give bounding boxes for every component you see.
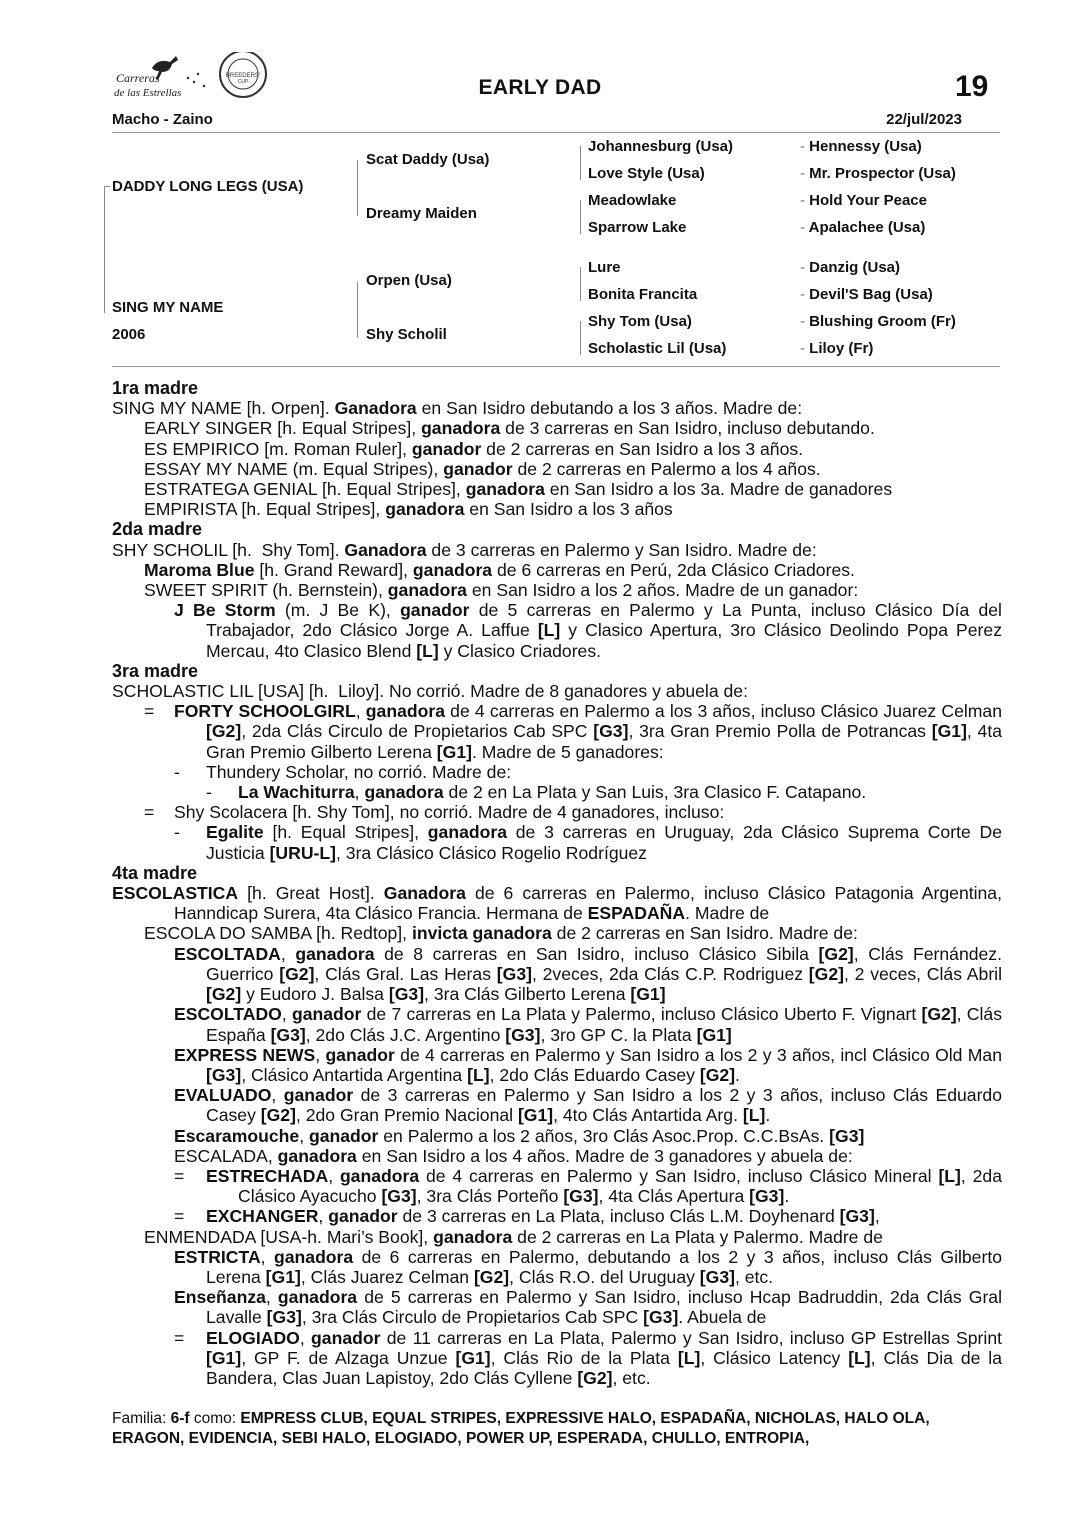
- family-como: como:: [193, 1410, 237, 1427]
- produce-entry: ESTRICTA, ganadora de 6 carreras en Palermo, debutando a los 2 y 3 años, incluso Clás Gilberto Lerena [G1], Clás Juarez Celman [G2], Clás R.O. del Uruguay [G3], etc.: [174, 1246, 1002, 1287]
- pedigree-g3-name: Sparrow Lake: [588, 219, 687, 236]
- svg-text:BREEDERS': BREEDERS': [225, 73, 261, 79]
- section-heading: 3ra madre: [112, 660, 199, 681]
- equal-marker: =: [144, 802, 155, 823]
- sale-date: 22/jul/2023: [886, 111, 962, 128]
- dash-marker: -: [174, 822, 180, 843]
- section-heading: 4ta madre: [112, 862, 198, 883]
- lot-number: 19: [955, 70, 989, 103]
- pedigree-g3-name: Johannesburg (Usa): [588, 138, 734, 155]
- dam-name: SING MY NAME: [112, 299, 224, 316]
- pedigree-bracket: [580, 321, 581, 355]
- pedigree-g4-name: Apalachee (Usa): [808, 219, 926, 236]
- pedigree-g4-name: Devil'S Bag (Usa): [809, 286, 933, 303]
- produce-record: [112, 378, 1002, 1388]
- pedigree-g3-name: Love Style (Usa): [588, 165, 705, 182]
- pedigree-g4-name: Hold Your Peace: [809, 192, 927, 209]
- sex-color: Macho - Zaino: [112, 111, 213, 128]
- pedigree-dash: -: [800, 165, 805, 182]
- svg-text:Carreras: Carreras: [116, 71, 160, 85]
- pedigree-dash: -: [800, 340, 805, 357]
- pedigree-g3-name: Lure: [588, 259, 621, 276]
- produce-entry: Thundery Scholar, no corrió. Madre de:: [206, 761, 512, 782]
- section-heading: 1ra madre: [112, 378, 199, 398]
- produce-entry: EXPRESS NEWS, ganador de 4 carreras en Palermo y San Isidro a los 2 y 3 años, incl Clásico Old Man [G3], Clásico Antartida Argentina [L], 2do Clás Eduardo Casey [G2].: [174, 1044, 1002, 1085]
- horse-name-title: EARLY DAD: [478, 76, 602, 99]
- pedigree-dash: -: [800, 259, 805, 276]
- family-label: Familia:: [112, 1410, 167, 1427]
- pedigree-g2-name: Scat Daddy (Usa): [366, 151, 490, 168]
- family-names: EMPRESS CLUB, EQUAL STRIPES, EXPRESSIVE HALO, ESPADAÑA, NICHOLAS, HALO OLA, ERAGON, EVIDENCIA, SEBI HALO, ELOGIADO, POWER UP, ESPERADA, CHULLO, ENTROPIA,: [112, 1410, 930, 1447]
- produce-entry: ESTRATEGA GENIAL [h. Equal Stripes], ganadora en San Isidro a los 3a. Madre de ganadores: [144, 479, 893, 500]
- dam-line: SING MY NAME [h. Orpen]. Ganadora en San Isidro debutando a los 3 años. Madre de:: [112, 398, 803, 419]
- family-code: 6-f: [170, 1410, 190, 1427]
- pedigree-g4-name: Danzig (Usa): [809, 259, 901, 276]
- top-divider: [112, 132, 1000, 133]
- pedigree-dash: -: [800, 313, 805, 330]
- dash-marker: -: [174, 761, 180, 782]
- produce-entry: EARLY SINGER [h. Equal Stripes], ganadora de 3 carreras en San Isidro, incluso debutando.: [144, 418, 875, 439]
- produce-entry: EMPIRISTA [h. Equal Stripes], ganadora en San Isidro a los 3 años: [144, 499, 673, 520]
- equal-marker: =: [174, 1327, 185, 1348]
- equal-marker: =: [174, 1165, 185, 1186]
- produce-entry: ENMENDADA [USA-h. Mari’s Book], ganadora de 2 carreras en La Plata y Palermo. Madre de: [144, 1226, 883, 1247]
- produce-entry: Shy Scolacera [h. Shy Tom], no corrió. Madre de 4 ganadores, incluso:: [174, 802, 725, 823]
- pedigree-divider: [112, 366, 1000, 367]
- dam-year: 2006: [112, 326, 146, 343]
- dam-line: SHY SCHOLIL [h. Shy Tom]. Ganadora de 3 carreras en Palermo y San Isidro. Madre de:: [112, 539, 817, 560]
- produce-entry: EVALUADO, ganador de 3 carreras en Palermo y San Isidro a los 2 y 3 años, incluso Clás Eduardo Casey [G2], 2do Gran Premio Nacional [G1], 4to Clás Antartida Arg. [L].: [174, 1085, 1003, 1126]
- pedigree-g2-name: Orpen (Usa): [366, 272, 452, 289]
- family-line: [112, 1409, 1002, 1449]
- pedigree-g3-name: Scholastic Lil (Usa): [588, 340, 727, 357]
- dam-line: ESCOLASTICA [h. Great Host]. Ganadora de 6 carreras en Palermo, incluso Clásico Patagonia Argentina, Hanndicap Surera, 4ta Clásico Francia. Hermana de ESPADAÑA. Madre de: [112, 883, 1002, 924]
- pedigree-g2-name: Dreamy Maiden: [366, 205, 477, 222]
- produce-entry: Maroma Blue [h. Grand Reward], ganadora de 6 carreras en Perú, 2da Clásico Criadores.: [144, 559, 855, 580]
- pedigree-dash: -: [800, 192, 805, 209]
- pedigree-g4-name: Hennessy (Usa): [809, 138, 922, 155]
- pedigree-bracket: [357, 282, 358, 338]
- produce-entry: ESSAY MY NAME (m. Equal Stripes), ganador de 2 carreras en Palermo a los 4 años.: [144, 458, 821, 479]
- pedigree-bracket: [357, 160, 358, 216]
- pedigree-bracket: [580, 146, 581, 180]
- produce-entry: ESCOLTADA, ganadora de 8 carreras en San Isidro, incluso Clásico Sibila [G2], Clás Fernández. Guerrico [G2], Clás Gral. Las Heras [G3], 2veces, 2da Clás C.P. Rodriguez [G2], 2 veces, Clás Abril [G2] y Eudoro J. Balsa [G3], 3ra Clás Gilberto Lerena [G1]: [174, 943, 1002, 1005]
- produce-entry: J Be Storm (m. J Be K), ganador de 5 carreras en Palermo y La Punta, incluso Clásico Día del Trabajador, 2do Clásico Jorge A. Laffue [L] y Clasico Apertura, 3ro Clásico Deolindo Popa Perez Mercau, 4to Clasico Blend [L] y Clasico Criadores.: [174, 600, 1002, 661]
- pedigree-dash: -: [800, 219, 805, 236]
- dam-line: SCHOLASTIC LIL [USA] [h. Liloy]. No corrió. Madre de 8 ganadores y abuela de:: [112, 681, 748, 702]
- pedigree-dash: -: [800, 138, 805, 155]
- section-heading: 2da madre: [112, 519, 203, 540]
- pedigree-g4-name: Mr. Prospector (Usa): [809, 165, 956, 182]
- pedigree-bracket: [104, 186, 105, 313]
- pedigree-bracket: [104, 186, 110, 187]
- produce-entry: La Wachiturra, ganadora de 2 en La Plata y San Luis, 3ra Clasico F. Catapano.: [238, 782, 867, 803]
- pedigree-bracket: [580, 267, 581, 301]
- pedigree-g3-name: Meadowlake: [588, 192, 677, 209]
- pedigree-g4-name: Blushing Groom (Fr): [809, 313, 956, 330]
- pedigree-g3-name: Shy Tom (Usa): [588, 313, 692, 330]
- produce-entry: ESCOLA DO SAMBA [h. Redtop], invicta ganadora de 2 carreras en San Isidro. Madre de:: [144, 923, 858, 944]
- pedigree-dash: -: [800, 286, 805, 303]
- dash-marker: -: [206, 782, 212, 803]
- produce-entry: Escaramouche, ganador en Palermo a los 2 años, 3ro Clás Asoc.Prop. C.C.BsAs. [G3]: [174, 1125, 865, 1146]
- sire-name: DADDY LONG LEGS (USA): [112, 178, 304, 195]
- produce-entry: Egalite [h. Equal Stripes], ganadora de 3 carreras en Uruguay, 2da Clásico Suprema Corte De Justicia [URU-L], 3ra Clásico Clásico Rogelio Rodríguez: [206, 822, 1002, 863]
- svg-text:de las Estrellas: de las Estrellas: [114, 87, 182, 99]
- produce-entry: FORTY SCHOOLGIRL, ganadora de 4 carreras en Palermo a los 3 años, incluso Clásico Juarez Celman [G2], 2da Clás Circulo de Propietarios Cab SPC [G3], 3ra Gran Premio Polla de Potrancas [G1], 4ta Gran Premio Gilberto Lerena [G1]. Madre de 5 ganadores:: [174, 701, 1003, 762]
- produce-entry: SWEET SPIRIT (h. Bernstein), ganadora en San Isidro a los 2 años. Madre de un ganador:: [144, 580, 859, 601]
- pedigree-g4-name: Liloy (Fr): [809, 340, 874, 357]
- produce-entry: Enseñanza, ganadora de 5 carreras en Palermo y San Isidro, incluso Hcap Badruddin, 2da Clás Gral Lavalle [G3], 3ra Clás Circulo de Propietarios Cab SPC [G3]. Abuela de: [174, 1287, 1002, 1328]
- produce-entry: ESCALADA, ganadora en San Isidro a los 4 años. Madre de 3 ganadores y abuela de:: [174, 1145, 853, 1166]
- produce-entry: ES EMPIRICO [m. Roman Ruler], ganador de 2 carreras en San Isidro a los 3 años.: [144, 438, 804, 459]
- equal-marker: =: [174, 1206, 185, 1227]
- produce-entry: ESTRECHADA, ganadora de 4 carreras en Palermo y San Isidro, incluso Clásico Mineral [L], 2da Clásico Ayacucho [G3], 3ra Clás Porteño [G3], 4ta Clás Apertura [G3].: [206, 1165, 1002, 1207]
- produce-entry: ESCOLTADO, ganador de 7 carreras en La Plata y Palermo, incluso Clásico Uberto F. Vignart [G2], Clás España [G3], 2do Clás J.C. Argentino [G3], 3ro GP C. la Plata [G1]: [174, 1004, 1002, 1045]
- pedigree-g3-name: Bonita Francita: [588, 286, 698, 303]
- equal-marker: =: [144, 701, 155, 722]
- pedigree-g2-name: Shy Scholil: [366, 326, 447, 343]
- produce-entry: ELOGIADO, ganador de 11 carreras en La Plata, Palermo y San Isidro, incluso GP Estrellas Sprint [G1], GP F. de Alzaga Unzue [G1], Clás Rio de la Plata [L], Clásico Latency [L], Clás Dia de la Bandera, Clas Juan Lapistoy, 2do Clás Cyllene [G2], etc.: [206, 1327, 1002, 1388]
- svg-text:CUP: CUP: [237, 79, 249, 85]
- pedigree-bracket: [580, 200, 581, 234]
- produce-entry: EXCHANGER, ganador de 3 carreras en La Plata, incluso Clás L.M. Doyhenard [G3],: [206, 1206, 880, 1227]
